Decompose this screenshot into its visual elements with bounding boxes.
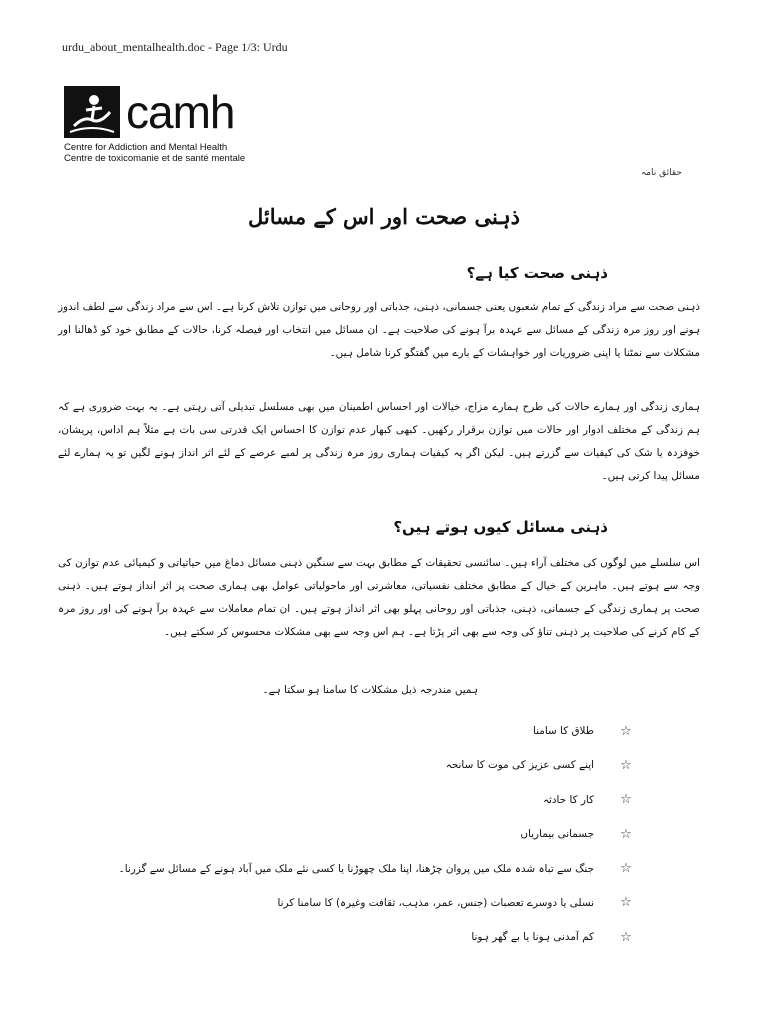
list-item-text: کم آمدنی ہونا یا بے گھر ہونا bbox=[471, 931, 594, 944]
camh-tagline-en: Centre for Addiction and Mental Health bbox=[64, 142, 228, 153]
list-item bbox=[100, 750, 648, 780]
list-item bbox=[100, 716, 648, 746]
star-icon: ☆ bbox=[620, 861, 632, 877]
section-heading-why-problems: ذہنی مسائل کیوں ہوتے ہیں؟ bbox=[393, 518, 608, 536]
camh-tagline-fr: Centre de toxicomanie et de santé mentale bbox=[64, 153, 246, 164]
star-icon: ☆ bbox=[620, 929, 632, 945]
list-item bbox=[100, 819, 648, 849]
camh-logo-icon bbox=[64, 86, 120, 138]
camh-tagline bbox=[64, 142, 245, 164]
list-intro: ہمیں مندرجہ ذیل مشکلات کا سامنا ہو سکتا ہے۔ bbox=[262, 684, 478, 696]
paragraph-definition: ذہنی صحت سے مراد زندگی کے تمام شعبوں یعنی جسمانی، ذہنی، جذباتی اور روحانی میں توازن تلاش کرنا ہے۔ اس سے مراد زندگی سے لطف اندوز ہونے اور روز مرہ زندگی کے مسائل سے عہدہ برآ ہونے کی صلاحیت ہے۔ ان مسائل میں انتخاب اور فیصلہ کرنا، حالات کے مطابق خود کو ڈھالنا اور مشکلات سے نمٹنا یا اپنی ضروریات اور خواہشات کے بارے میں گفتگو کرنا شامل ہیں۔ bbox=[58, 301, 700, 359]
paragraph-causes: اس سلسلے میں لوگوں کی مختلف آراء ہیں۔ سائنسی تحقیقات کے مطابق بہت سے سنگین ذہنی مسائل دماغ میں حیاتیاتی و کیمیائی عدم توازن کی وجہ سے ہوتے ہیں۔ ماہرین کے خیال کے مطابق مختلف نفسیاتی، معاشرتی اور ماحولیاتی عوامل بھی ہماری صحت پر اثر انداز ہوتے ہیں۔ ذہنی صحت پر ہماری زندگی کے جسمانی، ذہنی، جذباتی اور روحانی پہلو بھی اثر انداز ہوتے ہیں۔ ان تمام معاملات سے عہدہ برآ ہونے کی اور روز مرہ کے کام کرنے کی صلاحیت پر ذہنی تناؤ کی وجہ سے بھی اثر پڑتا ہے۔ ہم اس وجہ سے بھی مشکلات محسوس کر سکتے ہیں۔ bbox=[58, 557, 700, 638]
document-header: urdu_about_mentalhealth.doc - Page 1/3: Urdu bbox=[62, 40, 288, 54]
star-icon: ☆ bbox=[620, 723, 632, 739]
camh-wordmark: camh bbox=[126, 86, 235, 138]
list-item-text: جنگ سے تباہ شدہ ملک میں پروان چڑھنا، اپنا ملک چھوڑنا یا کسی نئے ملک میں آباد ہونے کے مسائل سے گزرنا۔ bbox=[118, 862, 594, 875]
list-item-text: نسلی یا دوسرے تعصبات (جنس، عمر، مذہب، ثقافت وغیرہ) کا سامنا کرنا bbox=[277, 896, 594, 909]
list-item bbox=[100, 854, 648, 884]
star-icon: ☆ bbox=[620, 757, 632, 773]
difficulties-list bbox=[100, 716, 648, 957]
camh-logo bbox=[64, 84, 254, 166]
star-icon: ☆ bbox=[620, 792, 632, 808]
list-item-text: کار کا حادثہ bbox=[542, 793, 594, 806]
list-item bbox=[100, 922, 648, 952]
list-item-text: طلاق کا سامنا bbox=[533, 725, 594, 737]
list-item bbox=[100, 785, 648, 815]
section-heading-what-is-mental-health: ذہنی صحت کیا ہے؟ bbox=[466, 264, 608, 282]
list-item-text: اپنے کسی عزیز کی موت کا سانحہ bbox=[445, 759, 594, 772]
list-item-text: جسمانی بیماریاں bbox=[520, 828, 594, 841]
page-title: ذہنی صحت اور اس کے مسائل bbox=[247, 204, 521, 229]
paragraph-balance: ہماری زندگی اور ہمارے حالات کی طرح ہمارے مزاج، خیالات اور احساس اطمینان میں بھی مسلسل تبدیلی آتی رہتی ہے۔ یہ بہت ضروری ہے کہ ہم زندگی کے مختلف ادوار اور حالات میں توازن برقرار رکھیں۔ کبھی کبھار عدم توازن کا احساس ایک قدرتی سی بات ہے مثلاً ہم اداس، پریشان، خوفزدہ یا شک کی کیفیات سے گزرتے ہیں۔ لیکن اگر یہ کیفیات ہماری روز مرہ زندگی پر لمبے عرصے کے لئے اثر انداز ہونے لگیں تو یہ ہمارے لئے مسائل پیدا کرتی ہیں۔ bbox=[58, 401, 700, 482]
factsheet-label: حقائق نامہ bbox=[640, 168, 682, 178]
star-icon: ☆ bbox=[620, 826, 632, 842]
star-icon: ☆ bbox=[620, 895, 632, 911]
list-item bbox=[100, 888, 648, 918]
